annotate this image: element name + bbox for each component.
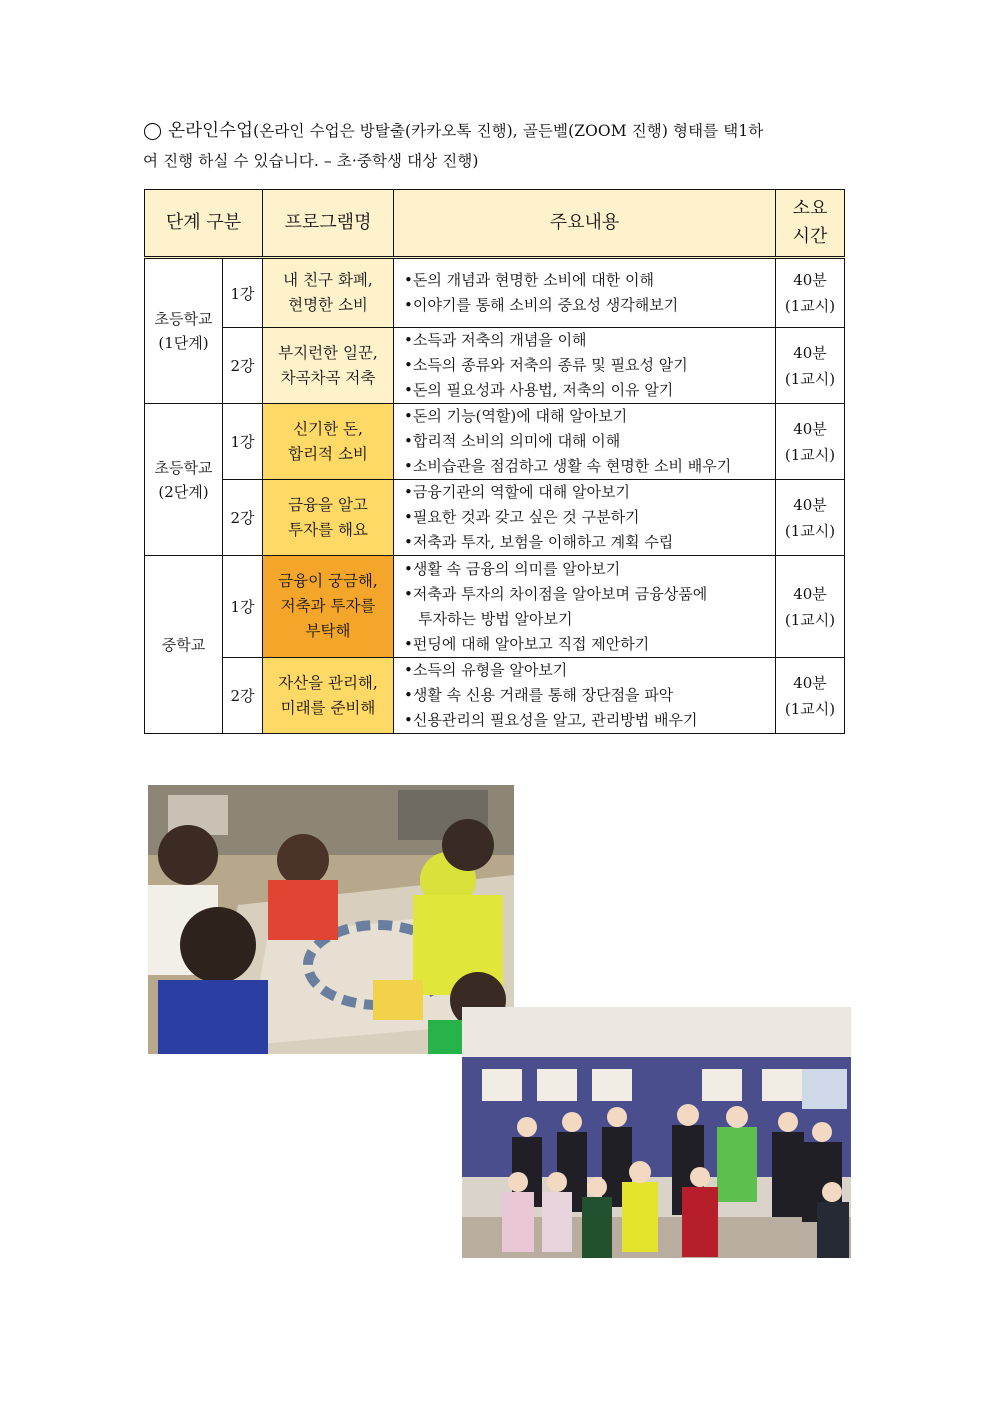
stage-cell xyxy=(145,404,223,556)
program-cell xyxy=(263,328,394,404)
lecture-cell: 2강 xyxy=(223,480,263,556)
table-header-row xyxy=(145,190,845,258)
intro-heading: 온라인수업 xyxy=(168,121,254,141)
lecture-cell: 2강 xyxy=(223,328,263,404)
content-cell xyxy=(394,258,776,328)
stage-line2: (2단계) xyxy=(158,482,209,501)
time-line2: (1교시) xyxy=(784,297,836,315)
header-content: 주요내용 xyxy=(394,190,776,258)
lecture-cell: 2강 xyxy=(223,658,263,734)
stage-cell xyxy=(145,556,223,734)
table-row xyxy=(145,404,845,480)
content-item: •저축과 투자의 차이점을 알아보며 금융상품에 xyxy=(404,584,708,603)
program-line2: 투자를 해요 xyxy=(288,520,368,539)
header-time-line1: 소요 xyxy=(792,198,828,219)
lecture-cell: 1강 xyxy=(223,556,263,658)
table-row xyxy=(145,658,845,734)
content-item: •돈의 기능(역할)에 대해 알아보기 xyxy=(404,407,628,425)
time-line2: (1교시) xyxy=(784,699,836,718)
content-item: •소득의 종류와 저축의 종류 및 필요성 알기 xyxy=(404,356,688,374)
stage-line1: 초등학교 xyxy=(154,458,213,477)
header-program: 프로그램명 xyxy=(263,190,394,258)
program-cell xyxy=(263,404,394,480)
table-row xyxy=(145,328,845,404)
content-item: •소득과 저축의 개념을 이해 xyxy=(404,331,587,349)
time-line2: (1교시) xyxy=(784,521,836,540)
header-stage: 단계 구분 xyxy=(145,190,263,258)
content-item: •돈의 개념과 현명한 소비에 대한 이해 xyxy=(404,271,655,289)
program-line1: 금융을 알고 xyxy=(288,495,368,514)
time-line1: 40분 xyxy=(793,343,827,362)
stage-cell xyxy=(145,258,223,404)
content-cell xyxy=(394,328,776,404)
intro-line-2: 여 진행 하실 수 있습니다. – 초·중학생 대상 진행) xyxy=(143,152,479,170)
time-cell xyxy=(776,404,845,480)
program-line1: 내 친구 화폐, xyxy=(283,271,373,289)
content-cell xyxy=(394,404,776,480)
content-item: •금융기관의 역할에 대해 알아보기 xyxy=(404,483,631,501)
stage-line2: (1단계) xyxy=(158,334,209,352)
stage-line1: 초등학교 xyxy=(154,310,213,328)
time-cell xyxy=(776,258,845,328)
group-photo xyxy=(462,1007,851,1258)
time-line1: 40분 xyxy=(793,271,827,289)
content-item: •저축과 투자, 보험을 이해하고 계획 수립 xyxy=(404,533,674,551)
header-time-line2: 시간 xyxy=(792,226,828,247)
time-cell xyxy=(776,328,845,404)
table-row xyxy=(145,480,845,556)
lecture-cell: 1강 xyxy=(223,258,263,328)
content-item: •돈의 필요성과 사용법, 저축의 이유 알기 xyxy=(404,381,674,399)
content-item: •생활 속 신용 거래를 통해 장단점을 파악 xyxy=(404,686,674,704)
time-line1: 40분 xyxy=(793,419,827,438)
intro-line-1 xyxy=(143,116,849,146)
content-item: •이야기를 통해 소비의 중요성 생각해보기 xyxy=(404,296,679,314)
content-item: •소비습관을 점검하고 생활 속 현명한 소비 배우기 xyxy=(404,457,732,475)
content-item: 투자하는 방법 알아보기 xyxy=(418,609,573,628)
time-cell xyxy=(776,556,845,658)
content-cell xyxy=(394,658,776,734)
program-line1: 금융이 궁금해, xyxy=(278,572,378,590)
program-cell xyxy=(263,258,394,328)
header-time xyxy=(776,190,845,258)
program-cell xyxy=(263,556,394,658)
program-line2: 미래를 준비해 xyxy=(280,698,376,717)
content-item: •합리적 소비의 의미에 대해 이해 xyxy=(404,432,621,450)
content-cell xyxy=(394,480,776,556)
content-item: •생활 속 금융의 의미를 알아보기 xyxy=(404,559,621,578)
program-line1: 부지런한 일꾼, xyxy=(278,343,378,362)
time-line1: 40분 xyxy=(793,495,827,514)
time-line1: 40분 xyxy=(793,673,827,692)
program-line3: 부탁해 xyxy=(305,622,351,640)
content-item: •펀딩에 대해 알아보고 직접 제안하기 xyxy=(404,634,650,653)
classroom-game-photo xyxy=(148,785,514,1054)
intro-paragraph xyxy=(143,116,849,176)
program-cell xyxy=(263,480,394,556)
program-cell xyxy=(263,658,394,734)
time-line2: (1교시) xyxy=(784,369,836,388)
program-line1: 자산을 관리해, xyxy=(278,673,378,692)
time-line2: (1교시) xyxy=(784,445,836,464)
circle-bullet-icon: ◯ xyxy=(143,121,163,141)
program-line2: 현명한 소비 xyxy=(288,296,368,314)
time-line1: 40분 xyxy=(793,584,827,603)
program-line2: 차곡차곡 저축 xyxy=(280,368,376,387)
content-item: •소득의 유형을 알아보기 xyxy=(404,661,568,679)
content-cell xyxy=(394,556,776,658)
time-cell xyxy=(776,480,845,556)
time-line2: (1교시) xyxy=(784,610,836,629)
table-row xyxy=(145,556,845,658)
program-line1: 신기한 돈, xyxy=(293,419,363,438)
time-cell xyxy=(776,658,845,734)
intro-line1-rest: (온라인 수업은 방탈출(카카오톡 진행), 골든벨(ZOOM 진행) 형태를 택1하 xyxy=(253,122,764,140)
program-line2: 저축과 투자를 xyxy=(280,597,376,615)
program-line2: 합리적 소비 xyxy=(288,444,368,463)
program-schedule-table xyxy=(144,189,845,734)
content-item: •필요한 것과 갖고 싶은 것 구분하기 xyxy=(404,508,640,526)
content-item: •신용관리의 필요성을 알고, 관리방법 배우기 xyxy=(404,711,698,729)
table-row xyxy=(145,258,845,328)
stage-line1: 중학교 xyxy=(161,635,206,654)
lecture-cell: 1강 xyxy=(223,404,263,480)
